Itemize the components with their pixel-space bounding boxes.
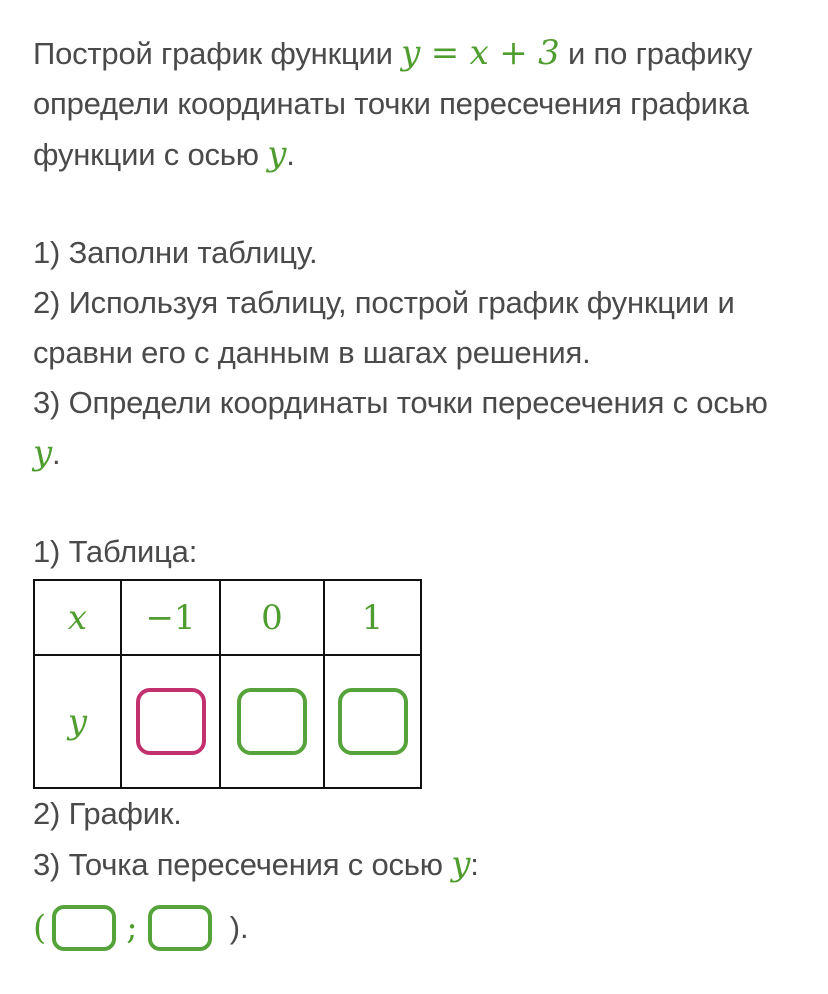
intersection-coordinates: [33, 900, 813, 956]
x-label: x: [67, 597, 88, 638]
table-cell-y-2: [220, 655, 324, 788]
x-value: 1: [361, 597, 384, 638]
task-intro-text: Построй график функции: [33, 36, 393, 71]
function-formula: y = x + 3: [401, 33, 560, 73]
axis-variable: y: [267, 134, 287, 174]
step-2-line-1: 2) Используя таблицу, построй график функции и: [33, 285, 735, 320]
y-label: y: [67, 701, 88, 742]
task-line-1: [33, 28, 813, 79]
values-table: [33, 579, 422, 789]
intersection-y-input[interactable]: [148, 905, 212, 951]
coordinate-separator: ;: [126, 908, 138, 948]
table-cell-y-3: [324, 655, 421, 788]
x-value: −1: [145, 597, 196, 638]
table-header-x: [34, 580, 121, 655]
y-answer-input-1[interactable]: [136, 688, 206, 755]
spacer: [33, 180, 813, 228]
task-intro-text-2: и по графику: [568, 36, 753, 71]
table-row-y: [34, 655, 421, 788]
step-3-line-2: [33, 428, 813, 479]
y-answer-input-3[interactable]: [338, 688, 408, 755]
step-3-variable: y: [33, 433, 53, 473]
intersection-colon: :: [470, 847, 479, 882]
graph-section-label: 2) График.: [33, 796, 182, 831]
x-value: 0: [261, 597, 283, 638]
open-paren: (: [33, 908, 47, 948]
y-answer-input-2[interactable]: [237, 688, 307, 755]
task-period: .: [286, 137, 295, 172]
step-1: 1) Заполни таблицу.: [33, 235, 318, 270]
table-row-x: [34, 580, 421, 655]
task-line-3: [33, 129, 813, 180]
spacer: [33, 479, 813, 527]
table-cell-y-1: [121, 655, 220, 788]
table-header-y: [34, 655, 121, 788]
table-cell-x-2: [220, 580, 324, 655]
task-line-2: определи координаты точки пересечения графика: [33, 86, 749, 121]
table-section-label: 1) Таблица:: [33, 534, 198, 569]
step-2-line-2: сравни его с данным в шагах решения.: [33, 335, 591, 370]
step-3-period: .: [52, 436, 61, 471]
task-page: [33, 28, 813, 956]
step-3-line-1: 3) Определи координаты точки пересечения с осью: [33, 385, 768, 420]
intersection-x-input[interactable]: [52, 905, 116, 951]
table-cell-x-1: [121, 580, 220, 655]
task-intro-text-3: функции с осью: [33, 137, 259, 172]
intersection-section-label: [33, 839, 813, 890]
intersection-variable: y: [451, 844, 471, 884]
close-paren: ).: [229, 910, 249, 945]
intersection-label-text: 3) Точка пересечения с осью: [33, 847, 443, 882]
table-cell-x-3: [324, 580, 421, 655]
